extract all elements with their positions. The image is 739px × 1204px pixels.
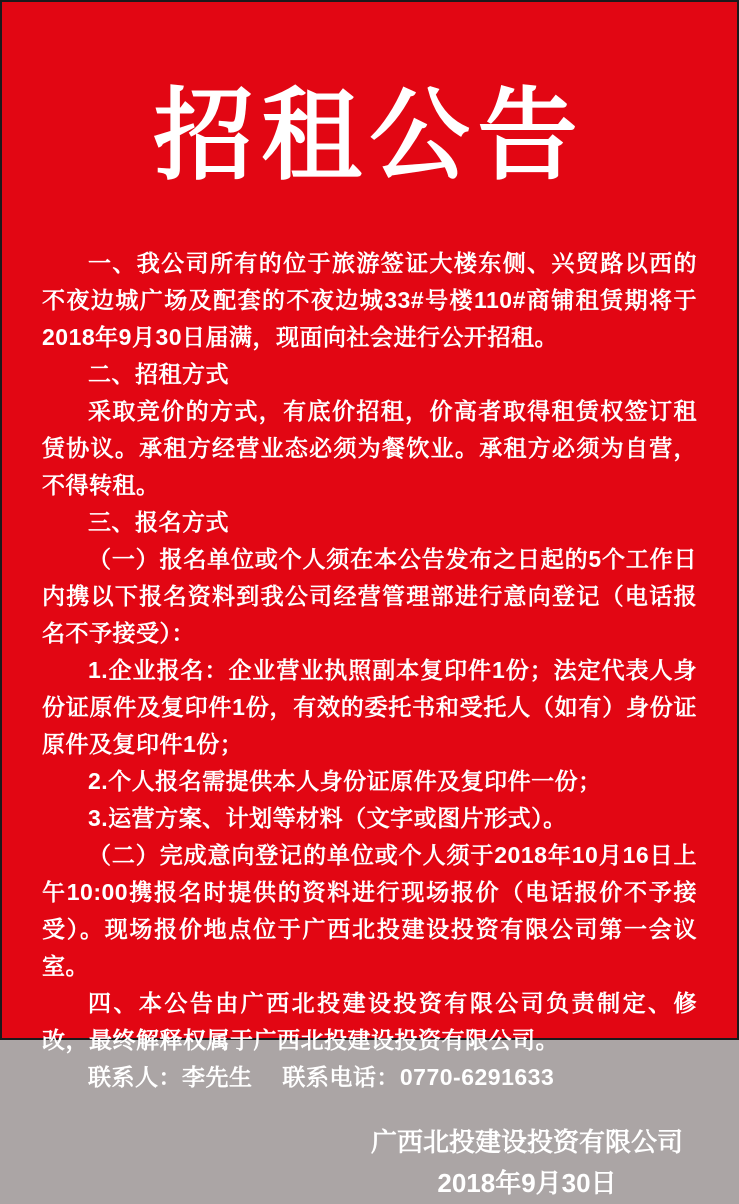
paragraph-registration-intro: （一）报名单位或个人须在本公告发布之日起的5个工作日内携以下报名资料到我公司经营管理部进行意向登记（电话报名不予接受）： (42, 546, 697, 646)
contact-line (42, 1059, 697, 1096)
signature-company: 广西北投建设投资有限公司 (370, 1127, 683, 1157)
paragraph-property-intro: 一、我公司所有的位于旅游签证大楼东侧、兴贸路以西的不夜边城广场及配套的不夜边城33#号楼110#商铺租赁期将于2018年9月30日届满，现面向社会进行公开招租。 (42, 250, 697, 350)
page-title: 招租公告 (153, 81, 586, 192)
signature-block (371, 1122, 683, 1204)
heading-rental-method: 二、招租方式 (88, 361, 229, 387)
contact-phone-label: 联系电话： (282, 1064, 400, 1090)
paragraph-onsite-bidding: （二）完成意向登记的单位或个人须于2018年10月16日上午10:00携报名时提供的资料进行现场报价（电话报价不予接受）。现场报价地点位于广西北投建设投资有限公司第一会议室。 (42, 842, 697, 979)
signature-date: 2018年9月30日 (437, 1168, 617, 1198)
signature-area (42, 1122, 697, 1204)
contact-person-name: 李先生 (182, 1064, 253, 1090)
paragraph-rental-method: 采取竞价的方式，有底价招租，价高者取得租赁权签订租赁协议。承租方经营业态必须为餐饮业。承租方必须为自营，不得转租。 (42, 398, 697, 498)
paragraph-individual-registration: 2.个人报名需提供本人身份证原件及复印件一份； (88, 768, 602, 794)
contact-person-label: 联系人： (88, 1064, 182, 1090)
announcement-body (42, 245, 697, 1096)
paragraph-company-registration: 1.企业报名：企业营业执照副本复印件1份；法定代表人身份证原件及复印件1份，有效的委托书和受托人（如有）身份证原件及复印件1份； (42, 657, 697, 757)
paragraph-operation-plan: 3.运营方案、计划等材料（文字或图片形式）。 (88, 805, 567, 831)
heading-registration-method: 三、报名方式 (88, 509, 229, 535)
contact-phone-number: 0770-6291633 (399, 1064, 555, 1090)
paragraph-final-interpretation: 四、本公告由广西北投建设投资有限公司负责制定、修改，最终解释权属于广西北投建设投资有限公司。 (42, 990, 697, 1053)
